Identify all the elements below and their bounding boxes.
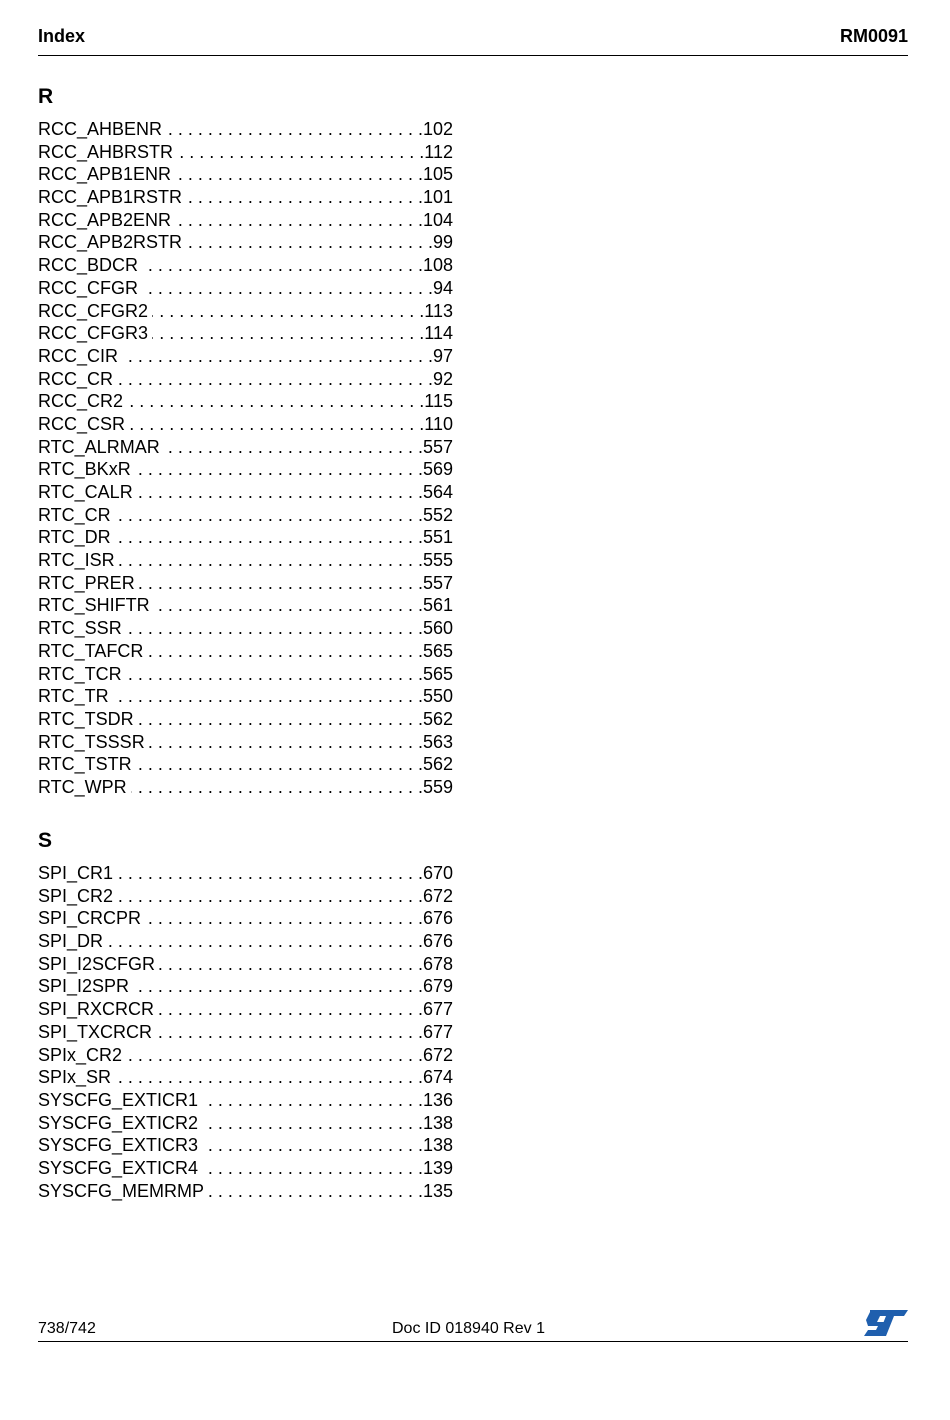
index-entry-name: RTC_CALR — [38, 482, 133, 502]
index-entry-page[interactable]: 562 — [422, 754, 453, 775]
header-doc-code: RM0091 — [839, 26, 908, 46]
index-entry — [38, 663, 453, 686]
index-entry — [38, 141, 453, 164]
dot-leader — [152, 300, 424, 323]
index-entry-page[interactable]: 115 — [424, 391, 453, 412]
index-entry-page[interactable]: 110 — [424, 413, 453, 434]
dot-leader — [159, 953, 423, 976]
index-entry-page[interactable]: 560 — [422, 618, 453, 639]
index-entry-page[interactable]: 138 — [422, 1112, 453, 1133]
index-entry — [38, 549, 453, 572]
footer-page-number: 738/742 — [38, 1320, 96, 1337]
index-entry-name: RCC_CR — [38, 368, 114, 389]
index-entry — [38, 254, 453, 277]
index-entry — [38, 163, 453, 186]
index-entry-page[interactable]: 564 — [422, 482, 453, 502]
dot-leader — [126, 663, 423, 686]
index-entry — [38, 708, 453, 731]
index-entry — [38, 1044, 453, 1067]
index-entry — [38, 526, 453, 549]
index-entry-page[interactable]: 108 — [422, 255, 453, 276]
index-entry-page[interactable]: 672 — [422, 885, 453, 906]
index-entry-page[interactable]: 676 — [422, 931, 453, 952]
index-entry-name: RCC_CR2 — [38, 391, 124, 412]
dot-leader — [186, 186, 423, 209]
index-entry-page[interactable]: 136 — [422, 1089, 453, 1110]
index-entry-page[interactable]: 559 — [422, 776, 453, 797]
index-entry-page[interactable]: 677 — [422, 1021, 453, 1042]
dot-leader — [126, 617, 423, 640]
index-entry — [38, 1134, 453, 1157]
dot-leader — [202, 1112, 423, 1135]
index-entry-page[interactable]: 557 — [422, 436, 453, 457]
index-entry — [38, 413, 453, 436]
index-entry-name: SPI_RXCRCR — [38, 999, 155, 1020]
index-entry-page[interactable]: 101 — [422, 187, 453, 208]
dot-leader — [138, 708, 423, 731]
index-entry-page[interactable]: 563 — [422, 731, 453, 752]
index-entry-name: RCC_APB2RSTR — [38, 232, 183, 253]
index-entry-name: SPI_I2SCFGR — [38, 953, 156, 974]
st-logo-icon — [864, 1308, 908, 1338]
index-entry-page[interactable]: 104 — [422, 209, 453, 230]
dot-leader — [175, 209, 423, 232]
index-entry — [38, 617, 453, 640]
index-entry — [38, 368, 453, 391]
index-entry-page[interactable]: 105 — [422, 164, 453, 185]
index-entry-name: RCC_AHBRSTR — [38, 141, 174, 162]
dot-leader — [145, 907, 423, 930]
page-footer — [38, 1308, 908, 1342]
section-letter-s: S — [38, 829, 53, 852]
index-entry — [38, 481, 453, 504]
index-entry-page[interactable]: 97 — [432, 345, 453, 366]
index-entry-page[interactable]: 138 — [422, 1135, 453, 1156]
index-entry-name: SPIx_SR — [38, 1067, 112, 1088]
dot-leader — [202, 1157, 423, 1180]
dot-leader — [107, 930, 423, 953]
index-entry-page[interactable]: 112 — [424, 141, 453, 162]
index-entry-name: RTC_TSTR — [38, 754, 132, 775]
index-entry — [38, 186, 453, 209]
index-entry-page[interactable]: 113 — [424, 300, 453, 321]
index-entry-name: RTC_TSSSR — [38, 731, 145, 752]
index-entry-page[interactable]: 99 — [432, 232, 453, 253]
index-entry-page[interactable]: 551 — [422, 527, 453, 548]
index-entry — [38, 753, 453, 776]
index-entry — [38, 1066, 453, 1089]
index-entry-page[interactable]: 555 — [422, 550, 453, 571]
index-entry-page[interactable]: 114 — [424, 323, 453, 344]
index-entry-name: SYSCFG_MEMRMP — [38, 1180, 205, 1201]
index-entry — [38, 345, 453, 368]
dot-leader — [119, 549, 423, 572]
index-entry-name: RCC_CFGR3 — [38, 323, 149, 344]
index-entry — [38, 930, 453, 953]
header-section-title: Index — [38, 26, 86, 46]
dot-leader — [139, 572, 423, 595]
index-entry-name: RTC_ALRMAR — [38, 436, 160, 457]
index-entry-page[interactable]: 678 — [422, 953, 453, 974]
index-entry — [38, 1021, 453, 1044]
index-entry-page[interactable]: 670 — [422, 863, 453, 883]
section-letter-r: R — [38, 85, 54, 108]
index-entry-name: RTC_ISR — [38, 550, 115, 571]
dot-leader — [117, 862, 423, 885]
dot-leader — [122, 345, 433, 368]
index-list-s — [38, 862, 453, 1202]
dot-leader — [156, 1021, 423, 1044]
index-entry-name: SYSCFG_EXTICR3 — [38, 1135, 199, 1156]
index-entry-page[interactable]: 552 — [422, 504, 453, 525]
index-entry — [38, 885, 453, 908]
index-entry-page[interactable]: 135 — [422, 1180, 453, 1201]
dot-leader — [136, 753, 423, 776]
index-entry-page[interactable]: 569 — [422, 459, 453, 480]
dot-leader — [202, 1089, 423, 1112]
dot-leader — [164, 436, 423, 459]
dot-leader — [158, 998, 423, 1021]
index-entry-name: SPI_CR2 — [38, 885, 114, 906]
index-entry-name: RTC_DR — [38, 527, 111, 548]
index-entry-name: RCC_CFGR2 — [38, 300, 149, 321]
index-entry — [38, 731, 453, 754]
index-entry — [38, 572, 453, 595]
index-entry — [38, 458, 453, 481]
index-entry — [38, 594, 453, 617]
index-entry — [38, 209, 453, 232]
index-entry-name: RTC_TAFCR — [38, 640, 144, 661]
index-entry-name: SPI_I2SPR — [38, 976, 130, 997]
index-entry-page[interactable]: 677 — [422, 999, 453, 1020]
index-entry-name: RCC_BDCR — [38, 255, 139, 276]
index-entry — [38, 640, 453, 663]
dot-leader — [175, 163, 423, 186]
dot-leader — [147, 640, 423, 663]
index-entry-name: RTC_PRER — [38, 572, 135, 593]
dot-leader — [135, 458, 423, 481]
dot-leader — [154, 594, 423, 617]
index-entry — [38, 277, 453, 300]
dot-leader — [129, 413, 424, 436]
dot-leader — [115, 504, 423, 527]
index-entry-page[interactable]: 92 — [432, 368, 453, 389]
index-entry-name: RCC_CIR — [38, 345, 119, 366]
index-entry-name: RTC_CR — [38, 504, 111, 525]
dot-leader — [149, 731, 423, 754]
index-entry-name: SYSCFG_EXTICR4 — [38, 1157, 199, 1178]
index-entry-name: RTC_SHIFTR — [38, 595, 150, 616]
index-entry-page[interactable]: 565 — [422, 640, 453, 661]
index-entry — [38, 685, 453, 708]
index-entry-name: SPI_TXCRCR — [38, 1021, 153, 1042]
index-entry-page[interactable]: 550 — [422, 686, 453, 707]
index-entry-name: SPI_CR1 — [38, 863, 114, 883]
index-entry — [38, 231, 453, 254]
index-entry-page[interactable]: 672 — [422, 1044, 453, 1065]
dot-leader — [113, 685, 423, 708]
index-entry-name: RCC_AHBENR — [38, 119, 163, 139]
dot-leader — [152, 322, 424, 345]
footer-doc-id: Doc ID 018940 Rev 1 — [392, 1320, 545, 1337]
dot-leader — [117, 885, 423, 908]
index-entry — [38, 1180, 453, 1203]
index-entry-name: RTC_WPR — [38, 776, 127, 797]
index-entry-name: RTC_BKxR — [38, 459, 131, 480]
index-entry-name: RTC_TSDR — [38, 708, 134, 729]
index-entry — [38, 1089, 453, 1112]
dot-leader — [208, 1180, 423, 1203]
dot-leader — [202, 1134, 423, 1157]
index-entry-page[interactable]: 94 — [432, 277, 453, 298]
dot-leader — [126, 1044, 423, 1067]
dot-leader — [117, 368, 433, 391]
dot-leader — [127, 390, 424, 413]
index-entry-name: SPI_CRCPR — [38, 908, 142, 929]
index-entry-name: SPI_DR — [38, 931, 104, 952]
index-entry-page[interactable]: 674 — [422, 1067, 453, 1088]
index-entry — [38, 504, 453, 527]
index-entry-name: RCC_APB1RSTR — [38, 187, 183, 208]
dot-leader — [177, 141, 424, 164]
index-entry-name: RCC_CFGR — [38, 277, 139, 298]
dot-leader — [142, 254, 423, 277]
dot-leader — [137, 481, 423, 504]
dot-leader — [166, 118, 423, 141]
dot-leader — [131, 776, 423, 799]
index-entry — [38, 953, 453, 976]
index-entry — [38, 118, 453, 141]
index-entry — [38, 1157, 453, 1180]
index-entry-name: RCC_APB1ENR — [38, 164, 172, 185]
index-entry-page[interactable]: 565 — [422, 663, 453, 684]
index-entry — [38, 776, 453, 799]
index-entry-page[interactable]: 562 — [422, 708, 453, 729]
index-entry-page[interactable]: 139 — [422, 1157, 453, 1178]
index-entry-page[interactable]: 561 — [422, 595, 453, 616]
index-entry — [38, 907, 453, 930]
index-entry-name: RTC_TR — [38, 686, 109, 707]
index-entry-name: RTC_TCR — [38, 663, 122, 684]
index-entry — [38, 436, 453, 459]
index-entry-name: SPIx_CR2 — [38, 1044, 123, 1065]
index-entry — [38, 322, 453, 345]
index-entry — [38, 862, 453, 885]
index-entry — [38, 1112, 453, 1135]
index-entry-name: SYSCFG_EXTICR2 — [38, 1112, 199, 1133]
page-header — [38, 24, 908, 56]
dot-leader — [142, 277, 433, 300]
index-entry-page[interactable]: 676 — [422, 908, 453, 929]
index-entry-page[interactable]: 679 — [422, 976, 453, 997]
index-entry-page[interactable]: 557 — [422, 572, 453, 593]
index-entry — [38, 998, 453, 1021]
dot-leader — [115, 1066, 423, 1089]
index-list-r — [38, 118, 453, 799]
index-entry — [38, 300, 453, 323]
index-entry-name: RCC_APB2ENR — [38, 209, 172, 230]
dot-leader — [133, 975, 423, 998]
dot-leader — [115, 526, 423, 549]
index-entry-name: SYSCFG_EXTICR1 — [38, 1089, 199, 1110]
index-entry-name: RCC_CSR — [38, 413, 126, 434]
index-entry — [38, 975, 453, 998]
dot-leader — [186, 231, 433, 254]
index-entry-name: RTC_SSR — [38, 618, 122, 639]
index-entry — [38, 390, 453, 413]
index-entry-page[interactable]: 102 — [422, 119, 453, 139]
